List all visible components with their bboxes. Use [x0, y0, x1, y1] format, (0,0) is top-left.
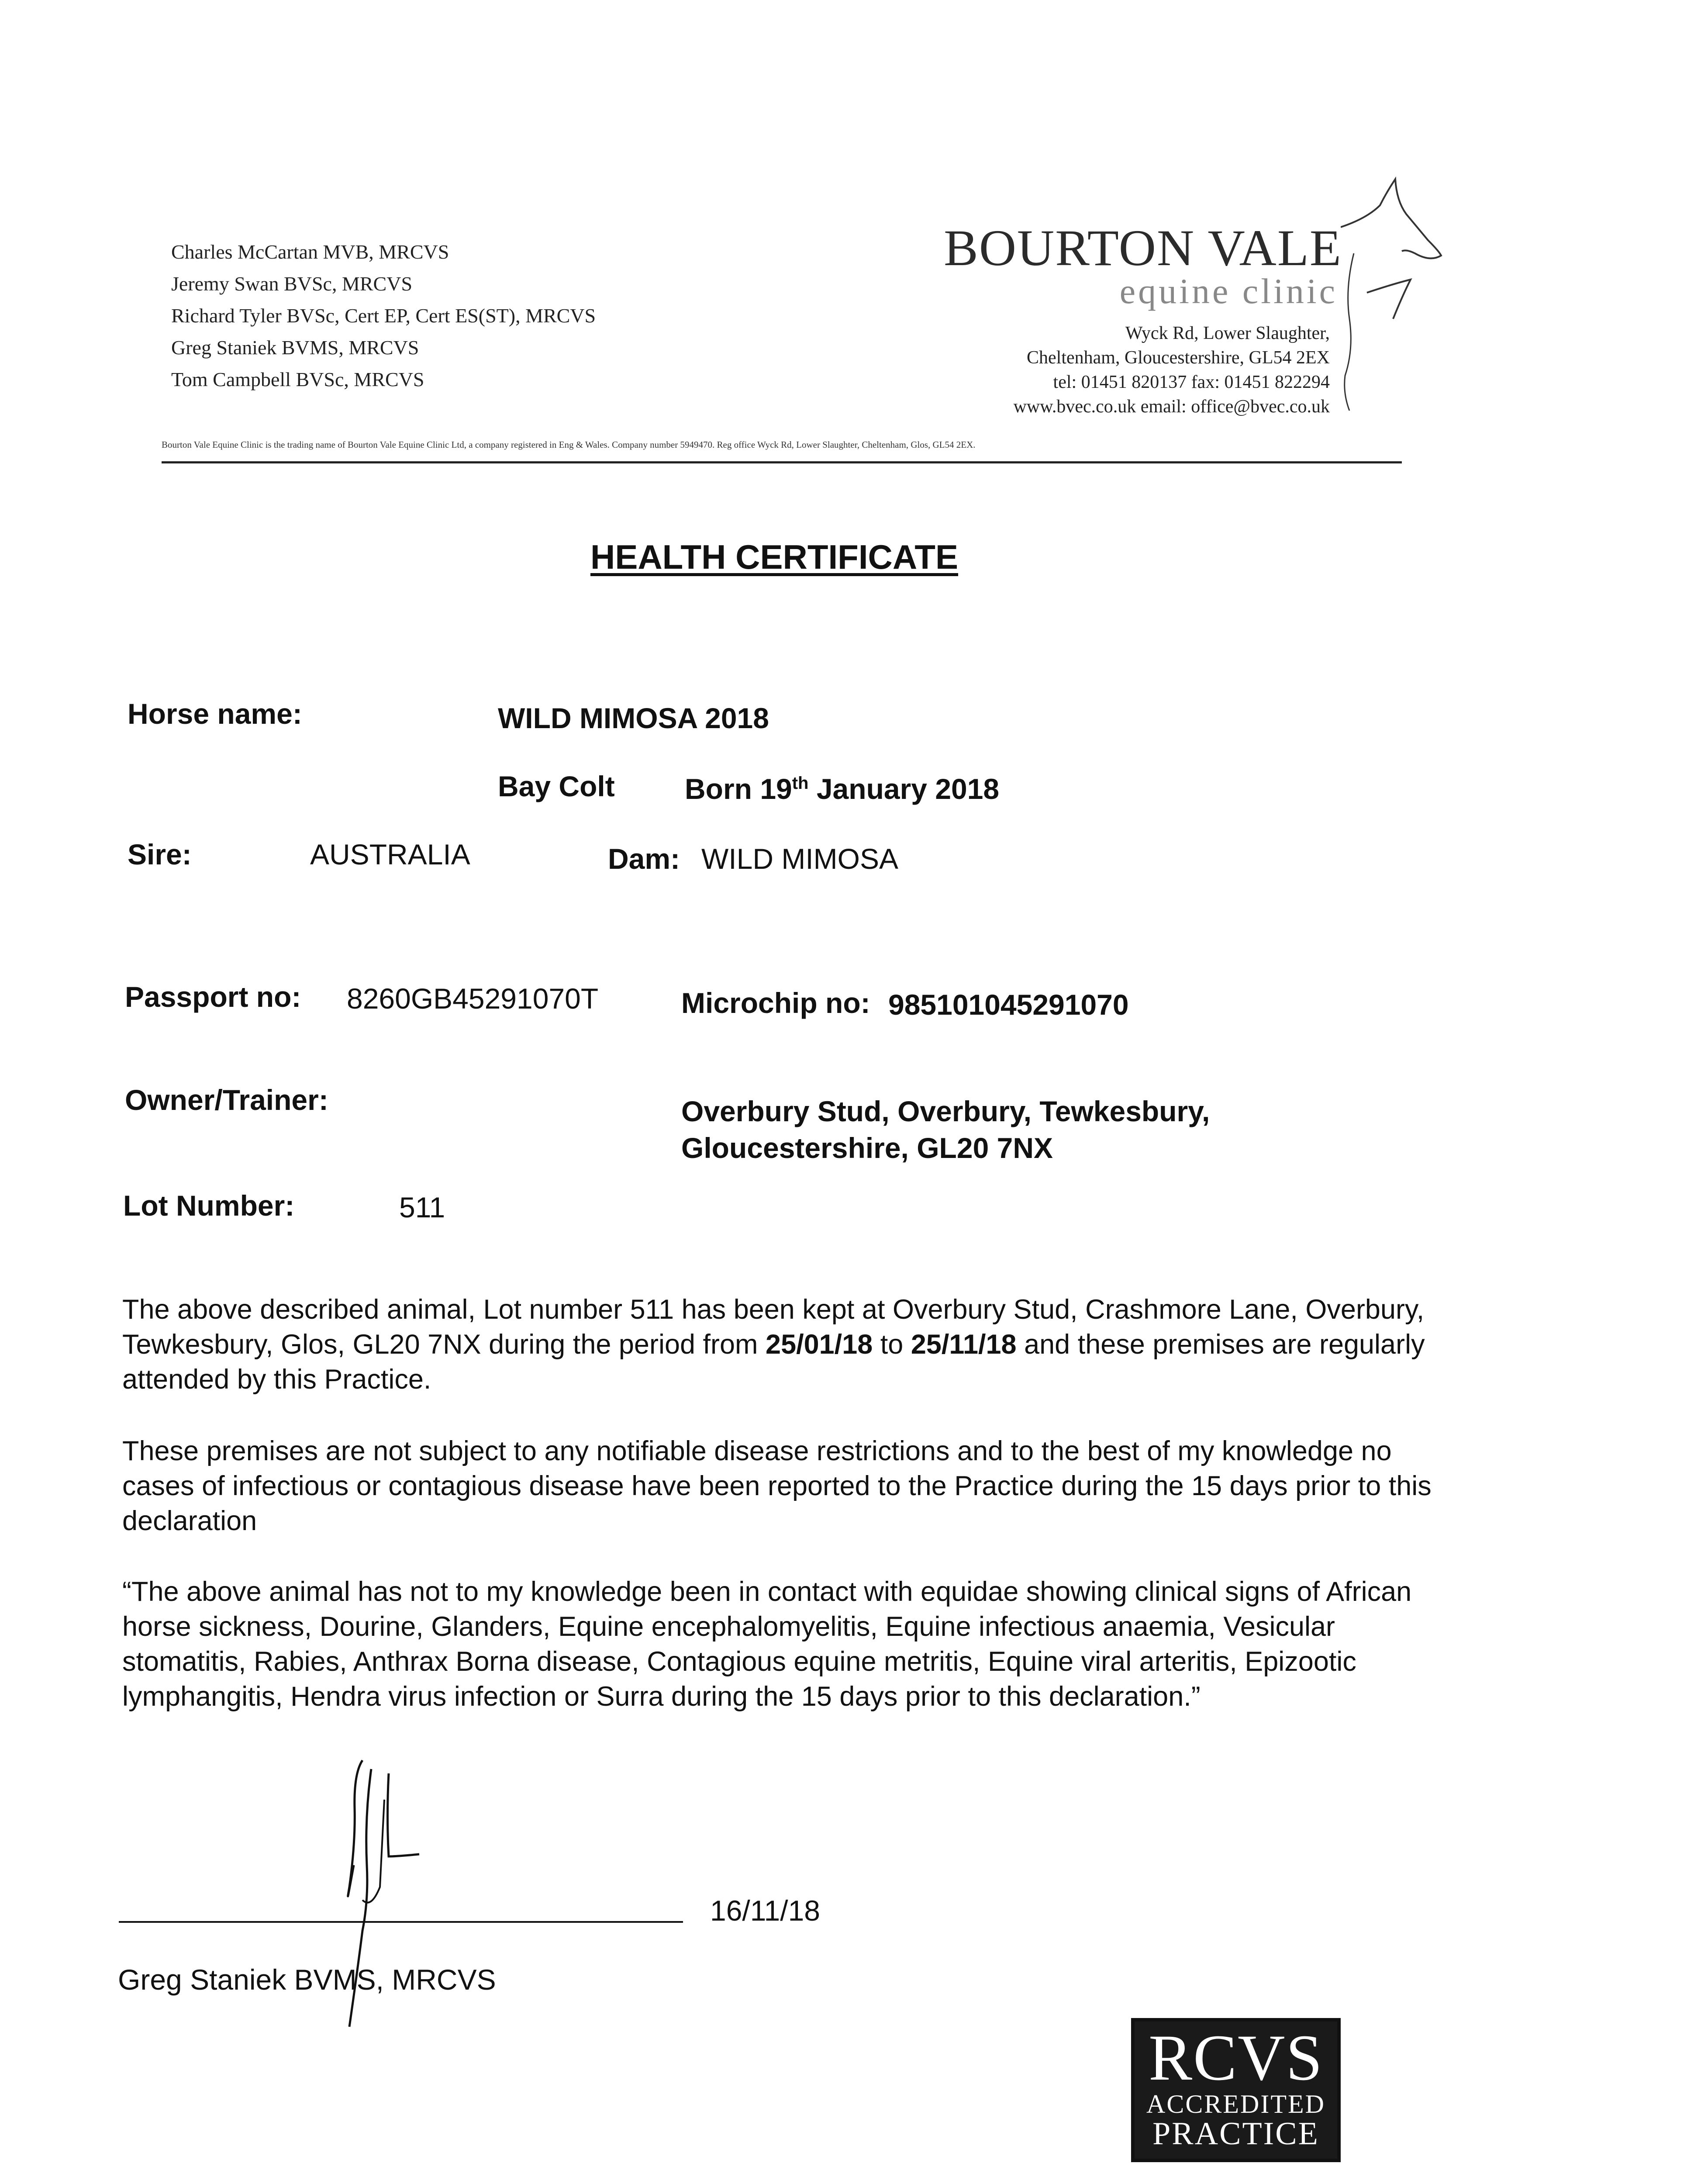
para1-to: to	[873, 1329, 911, 1360]
address-line: tel: 01451 820137 fax: 01451 822294	[1053, 372, 1330, 392]
declaration-paragraph-3	[122, 1574, 1432, 1714]
microchip-label: Microchip no:	[681, 987, 870, 1019]
lot-number-value: 511	[399, 1191, 445, 1223]
lot-number-label: Lot Number:	[123, 1189, 295, 1222]
signature-line	[119, 1921, 683, 1923]
clinic-name: BOURTON VALE	[944, 219, 1342, 276]
period-to-date: 25/11/18	[911, 1329, 1017, 1360]
badge-line2: ACCREDITED	[1146, 2090, 1325, 2118]
passport-label: Passport no:	[125, 981, 301, 1013]
horse-name-value: WILD MIMOSA 2018	[498, 702, 769, 734]
owner-trainer-label: Owner/Trainer:	[125, 1084, 328, 1116]
microchip-value: 985101045291070	[888, 988, 1129, 1021]
signatory-name: Greg Staniek BVMS, MRCVS	[118, 1963, 496, 1996]
letterhead-divider	[162, 461, 1402, 463]
clinic-subtitle: equine clinic	[1119, 271, 1338, 311]
address-line: www.bvec.co.uk email: office@bvec.co.uk	[1013, 397, 1330, 417]
clinic-address	[1014, 321, 1330, 419]
para1-text-end: and these premises are regularly attended by this Practice.	[122, 1329, 1425, 1395]
address-line: Wyck Rd, Lower Slaughter,	[1125, 323, 1330, 343]
horse-logo-icon	[1341, 175, 1446, 419]
badge-line1: RCVS	[1149, 2022, 1323, 2094]
vet-name: Jeremy Swan BVSc, MRCVS	[171, 273, 413, 295]
sire-value: AUSTRALIA	[310, 838, 470, 871]
owner-address-line1: Overbury Stud, Overbury, Tewkesbury,	[681, 1095, 1210, 1127]
horse-description: Bay Colt	[498, 770, 615, 802]
birth-date-rest: January 2018	[808, 773, 1000, 805]
period-from-date: 25/01/18	[766, 1329, 873, 1360]
para1-text: The above described animal, Lot number 511 has been kept at Overbury Stud, Crashmore Lane, Overbury, Tewkesbury, Glos, GL20 7NX during the period from	[122, 1294, 1425, 1360]
para3-text: “The above animal has not to my knowledge been in contact with equidae showing clinical signs of African horse sickness, Dourine, Glanders, Equine encephalomyelitis, Equine infectious anaemia, Vesicular stomatitis, Rabies, Anthrax Borna disease, Contagious equine metritis, Equine viral arteritis, Epizootic lymphangitis, Hendra virus infection or Surra during the 15 days prior to this declaration.”	[122, 1576, 1412, 1712]
vet-name: Greg Staniek BVMS, MRCVS	[171, 336, 419, 359]
horse-name-label: Horse name:	[128, 698, 302, 730]
birth-date-ordinal: th	[792, 774, 809, 793]
vet-name: Richard Tyler BVSc, Cert EP, Cert ES(ST), MRCVS	[171, 304, 596, 327]
sire-label: Sire:	[128, 838, 192, 871]
para2-text: These premises are not subject to any notifiable disease restrictions and to the best of my knowledge no cases of infectious or contagious disease have been reported to the Practice during the 15 days prior to this declaration	[122, 1436, 1432, 1536]
dam-value: WILD MIMOSA	[701, 843, 899, 875]
signature-date: 16/11/18	[710, 1894, 821, 1927]
declaration-paragraph-2	[122, 1434, 1432, 1538]
rcvs-accredited-badge	[1131, 2018, 1341, 2162]
owner-address-line2: Gloucestershire, GL20 7NX	[681, 1132, 1053, 1164]
vet-name: Tom Campbell BVSc, MRCVS	[171, 368, 424, 390]
birth-date-prefix: Born 19	[685, 773, 792, 805]
birth-date	[685, 772, 999, 805]
badge-line3: PRACTICE	[1152, 2116, 1319, 2152]
declaration-paragraph-1	[122, 1292, 1432, 1397]
dam-label: Dam:	[608, 843, 680, 875]
company-registration-note: Bourton Vale Equine Clinic is the trading name of Bourton Vale Equine Clinic Ltd, a company registered in Eng & Wales. Company number 5949470. Reg office Wyck Rd, Lower Slaughter, Cheltenham, Glos, GL54 2EX.	[162, 439, 976, 450]
passport-value: 8260GB45291070T	[347, 982, 599, 1015]
address-line: Cheltenham, Gloucestershire, GL54 2EX	[1027, 348, 1330, 368]
page-title: HEALTH CERTIFICATE	[590, 538, 959, 576]
vet-name: Charles McCartan MVB, MRCVS	[171, 241, 449, 263]
vet-list	[171, 236, 596, 395]
